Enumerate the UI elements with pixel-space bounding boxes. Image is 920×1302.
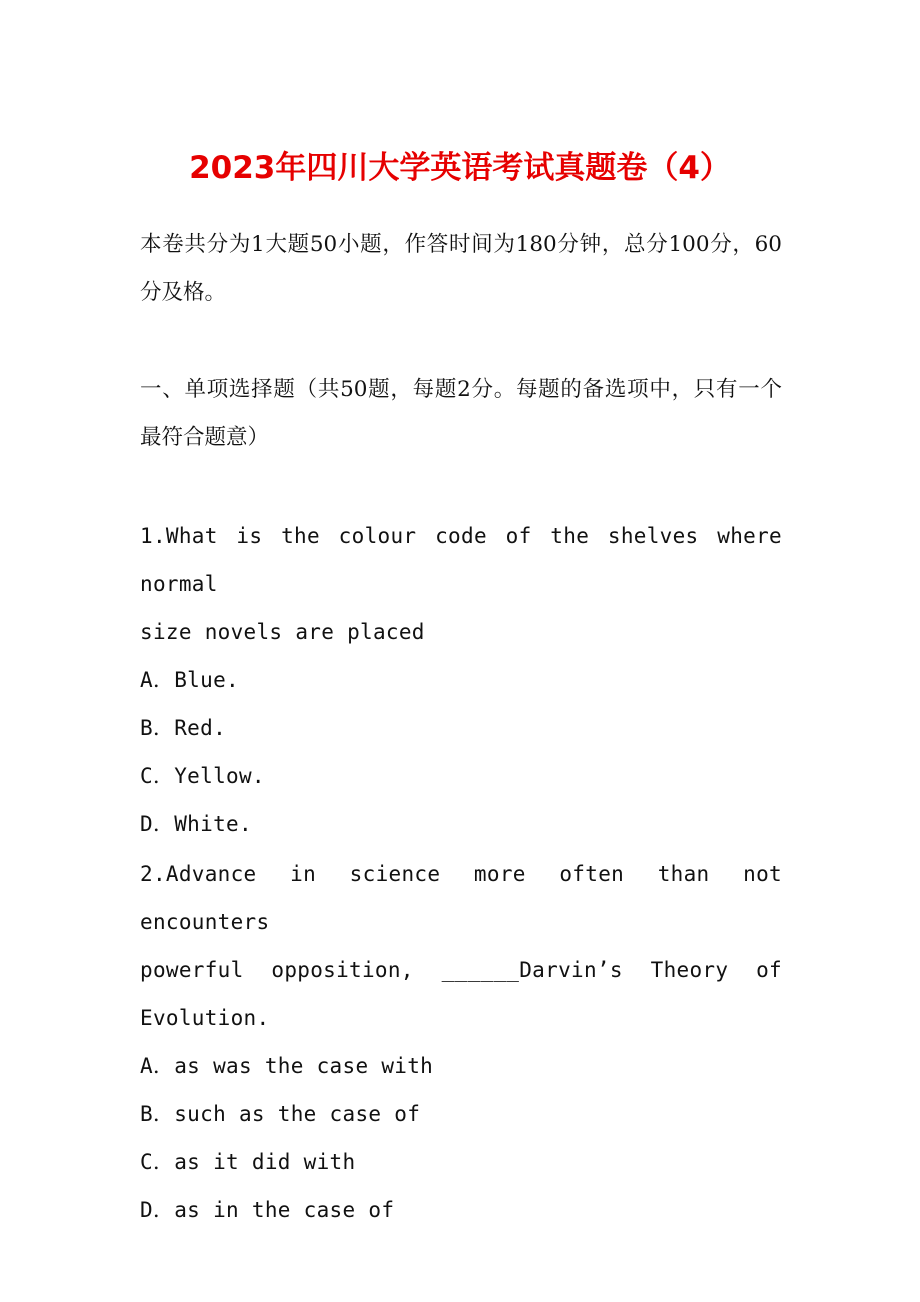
option-d: D．as in the case of: [140, 1198, 395, 1222]
option-d: D．White.: [140, 812, 252, 836]
question-stem-line: powerful opposition, ______Darvin’s Theory of: [140, 958, 782, 982]
document-title: 2023年四川大学英语考试真题卷（4）: [189, 150, 731, 186]
section-heading: 一、单项选择题（共50题，每题2分。每题的备选项中，只有一个最符合题意）: [140, 377, 782, 450]
option-b: B．Red.: [140, 716, 227, 740]
option-a: A．Blue.: [140, 668, 239, 692]
question-stem-line: 1.What is the colour code of the shelves where normal: [140, 524, 782, 596]
option-b: B．such as the case of: [140, 1102, 421, 1126]
option-a: A．as was the case with: [140, 1054, 434, 1078]
option-c: C．as it did with: [140, 1150, 356, 1174]
exam-intro: 本卷共分为1大题50小题，作答时间为180分钟，总分100分，60分及格。: [140, 232, 782, 305]
option-c: C．Yellow.: [140, 764, 265, 788]
question-stem-line: size novels are placed: [140, 620, 425, 644]
question-stem-line: 2.Advance in science more often than not encounters: [140, 862, 782, 934]
question-stem-line: Evolution.: [140, 1006, 270, 1030]
question-2: [140, 850, 782, 1234]
question-1: [140, 512, 782, 848]
